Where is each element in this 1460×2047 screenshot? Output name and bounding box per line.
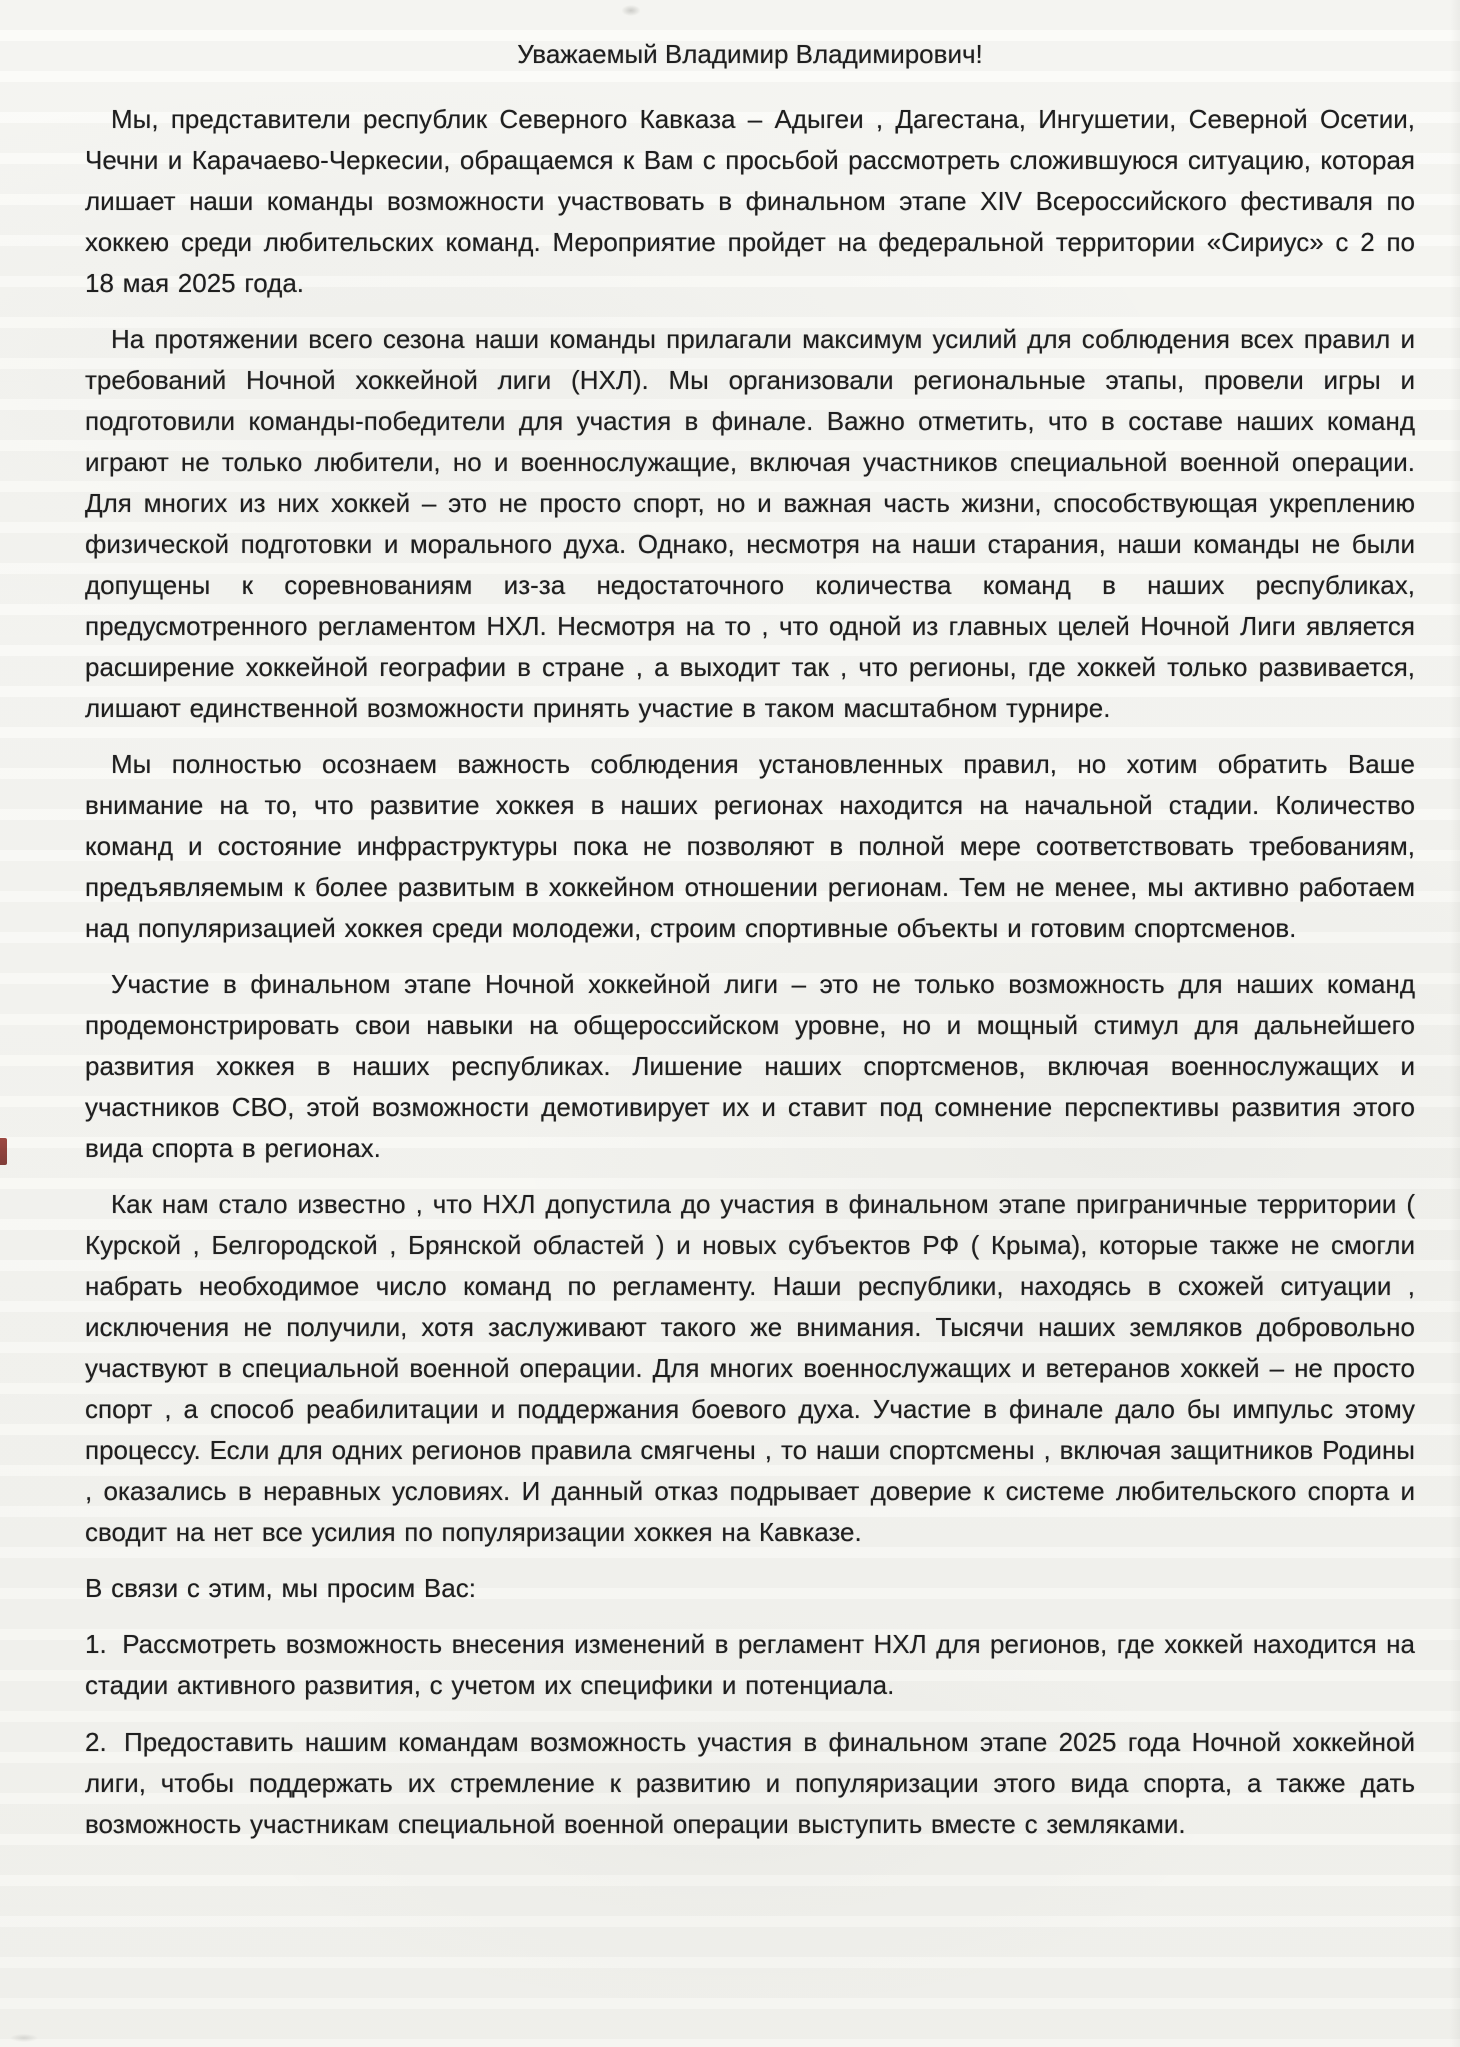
paragraph-rules-awareness: Мы полностью осознаем важность соблюдения установленных правил, но хотим обратить Ваше внимание на то, что развитие хоккея в наших регионах находится на начальной стадии. Количество команд и состояние инфраструктуры пока не позволяют в полной мере соответствовать требованиям, предъявляемым к более развитым в хоккейном отношении регионам. Тем не менее, мы активно работаем над популяризацией хоккея среди молодежи, строим спортивные объекты и готовим спортсменов. bbox=[85, 749, 1415, 943]
paragraph-final-importance: Участие в финальном этапе Ночной хоккейной лиги – это не только возможность для наших команд продемонстрировать свои навыки на общероссийском уровне, но и мощный стимул для дальнейшего развития хоккея в наших республиках. Лишение наших спортсменов, включая военнослужащих и участников СВО, этой возможности демотивирует их и ставит под сомнение перспективы развития этого вида спорта в регионах. bbox=[85, 969, 1415, 1163]
request-1-text: Рассмотреть возможность внесения изменений в регламент НХЛ для регионов, где хоккей находится на стадии активного развития, с учетом их специфики и потенциала. bbox=[85, 1629, 1415, 1700]
scan-smudge-artifact bbox=[618, 3, 644, 18]
paragraph-situation: Мы, представители республик Северного Кавказа – Адыгеи , Дагестана, Ингушетии, Северной Осетии, Чечни и Карачаево-Черкесии, обращаемся к Вам с просьбой рассмотреть сложившуюся ситуацию, которая лишает наши команды возможности участвовать в финальном этапе XIV Всероссийского фестиваля по хоккею среди любительских команд. Мероприятие пройдет на федеральной территории «Сириус» с 2 по 18 мая 2025 года. bbox=[85, 104, 1415, 298]
request-2-number: 2. bbox=[85, 1727, 107, 1757]
request-2-text: Предоставить нашим командам возможность участия в финальном этапе 2025 года Ночной хоккейной лиги, чтобы поддержать их стремление к развитию и популяризации этого вида спорта, а также дать возможность участникам специальной военной операции выступить вместе с земляками. bbox=[85, 1727, 1415, 1839]
request-1-number: 1. bbox=[85, 1629, 107, 1659]
salutation: Уважаемый Владимир Владимирович! bbox=[517, 39, 983, 69]
scan-speckle-artifact bbox=[4, 2032, 44, 2044]
paragraph-exceptions: Как нам стало известно , что НХЛ допустила до участия в финальном этапе приграничные территории ( Курской , Белгородской , Брянской областей ) и новых субъектов РФ ( Крыма), которые также не смогли набрать необходимое число команд по регламенту. Наши республики, находясь в схожей ситуации , исключения не получили, хотя заслуживают такого же внимания. Тысячи наших земляков добровольно участвуют в специальной военной операции. Для многих военнослужащих и ветеранов хоккей – не просто спорт , а способ реабилитации и поддержания боевого духа. Участие в финале дало бы импульс этому процессу. Если для одних регионов правила смягчены , то наши спортсмены , включая защитников Родины , оказались в неравных условиях. И данный отказ подрывает доверие к системе любительского спорта и сводит на нет все усилия по популяризации хоккея на Кавказе. bbox=[85, 1189, 1415, 1547]
request-item-2 bbox=[85, 1722, 1415, 1845]
scan-red-edge-artifact bbox=[0, 1138, 7, 1165]
paragraph-season-efforts: На протяжении всего сезона наши команды прилагали максимум усилий для соблюдения всех правил и требований Ночной хоккейной лиги (НХЛ). Мы организовали региональные этапы, провели игры и подготовили команды-победители для участия в финале. Важно отметить, что в составе наших команд играют не только любители, но и военнослужащие, включая участников специальной военной операции. Для многих из них хоккей – это не просто спорт, но и важная часть жизни, способствующая укреплению физической подготовки и морального духа. Однако, несмотря на наши старания, наши команды не были допущены к соревнованиям из-за недостаточного количества команд в наших республиках, предусмотренного регламентом НХЛ. Несмотря на то , что одной из главных целей Ночной Лиги является расширение хоккейной географии в стране , а выходит так , что регионы, где хоккей только развивается, лишают единственной возможности принять участие в таком масштабном турнире. bbox=[85, 324, 1415, 723]
request-intro: В связи с этим, мы просим Вас: bbox=[85, 1573, 476, 1603]
request-item-1 bbox=[85, 1624, 1415, 1706]
scan-edge-shading bbox=[1450, 0, 1460, 2047]
letter-content bbox=[85, 34, 1415, 1861]
